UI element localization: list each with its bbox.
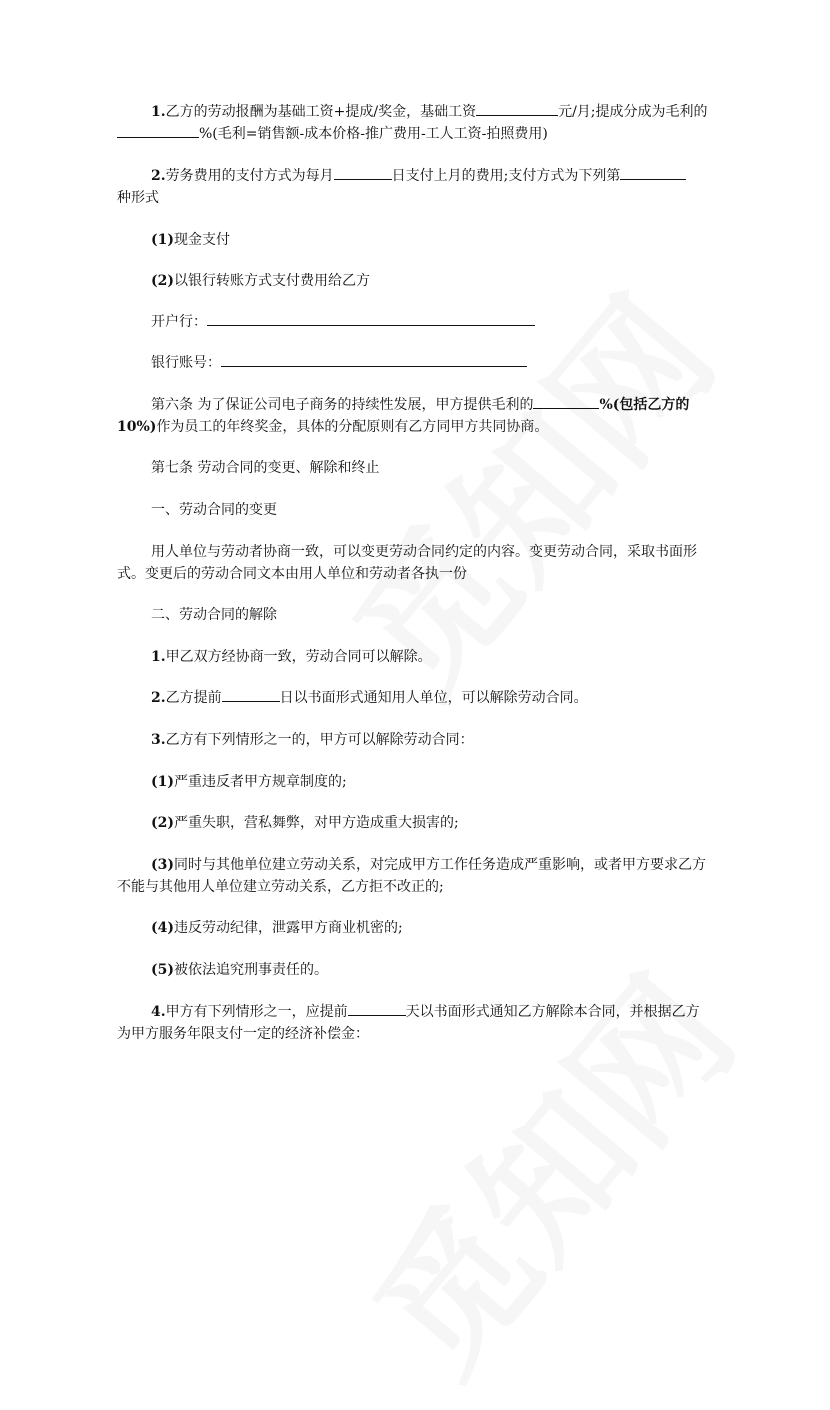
termination-item-4-line2: 为甲方服务年限支付一定的经济补偿金： (117, 1026, 369, 1042)
clause-payment-line1: 2.劳务费用的支付方式为每月 日支付上月的费用;支付方式为下列第 (151, 164, 721, 188)
clause-payment-line2: 种形式 (117, 190, 159, 206)
contract-change-text-line1: 用人单位与劳动者协商一致，可以变更劳动合同约定的内容。变更劳动合同，采取书面形 (151, 544, 697, 560)
watermark (318, 926, 773, 1410)
blank-commission-percent[interactable] (117, 122, 199, 138)
blank-pay-day[interactable] (334, 164, 392, 180)
condition-3-line2: 不能与其他用人单位建立劳动关系，乙方拒不改正的; (117, 879, 444, 895)
article-6-line1: 第六条 为了保证公司电子商务的持续性发展，甲方提供毛利的 %(包括乙方的 (151, 393, 721, 417)
blank-notice-days-employer[interactable] (348, 1000, 406, 1016)
bank-account-field[interactable] (221, 351, 527, 367)
blank-base-salary[interactable] (476, 100, 558, 116)
condition-1: (1)严重违反者甲方规章制度的; (151, 774, 347, 790)
bank-name-field[interactable] (207, 310, 535, 326)
termination-item-3: 3.乙方有下列情形之一的，甲方可以解除劳动合同： (151, 732, 474, 748)
bank-name-label: 开户行： (151, 314, 207, 330)
blank-notice-days[interactable] (222, 686, 280, 702)
contract-change-text-line2: 式。变更后的劳动合同文本由用人单位和劳动者各执一份 (117, 566, 467, 582)
clause-salary-line1: 1.乙方的劳动报酬为基础工资+提成/奖金，基础工资 元/月;提成分成为毛利的 (151, 100, 721, 124)
condition-5: (5)被依法追究刑事责任的。 (151, 962, 328, 978)
blank-pay-method[interactable] (620, 164, 686, 180)
condition-3-line1: (3)同时与其他单位建立劳动关系，对完成甲方工作任务造成严重影响，或者甲方要求乙方 (151, 857, 706, 873)
bank-account-row (151, 351, 721, 375)
termination-item-2: 2.乙方提前 日以书面形式通知用人单位，可以解除劳动合同。 (151, 686, 721, 710)
option-bank-transfer: (2)以银行转账方式支付费用给乙方 (151, 273, 370, 289)
condition-4: (4)违反劳动纪律，泄露甲方商业机密的; (151, 920, 403, 936)
section-contract-termination: 二、劳动合同的解除 (151, 607, 277, 623)
condition-2: (2)严重失职，营私舞弊，对甲方造成重大损害的; (151, 815, 459, 831)
blank-bonus-percent[interactable] (533, 393, 599, 409)
option-cash: (1)现金支付 (151, 232, 230, 248)
termination-item-1: 1.甲乙双方经协商一致，劳动合同可以解除。 (151, 649, 432, 665)
termination-item-4-line1: 4.甲方有下列情形之一，应提前 天以书面形式通知乙方解除本合同，并根据乙方 (151, 1000, 721, 1024)
article-7-heading: 第七条 劳动合同的变更、解除和终止 (151, 460, 380, 476)
article-6-line2: 10%)作为员工的年终奖金，具体的分配原则有乙方同甲方共同协商。 (117, 419, 549, 435)
section-contract-change: 一、劳动合同的变更 (151, 502, 277, 518)
bank-name-row (151, 310, 721, 334)
bank-account-label: 银行账号： (151, 355, 221, 371)
clause-salary-line2: %(毛利=销售额-成本价格-推广费用-工人工资-拍照费用) (117, 122, 717, 146)
